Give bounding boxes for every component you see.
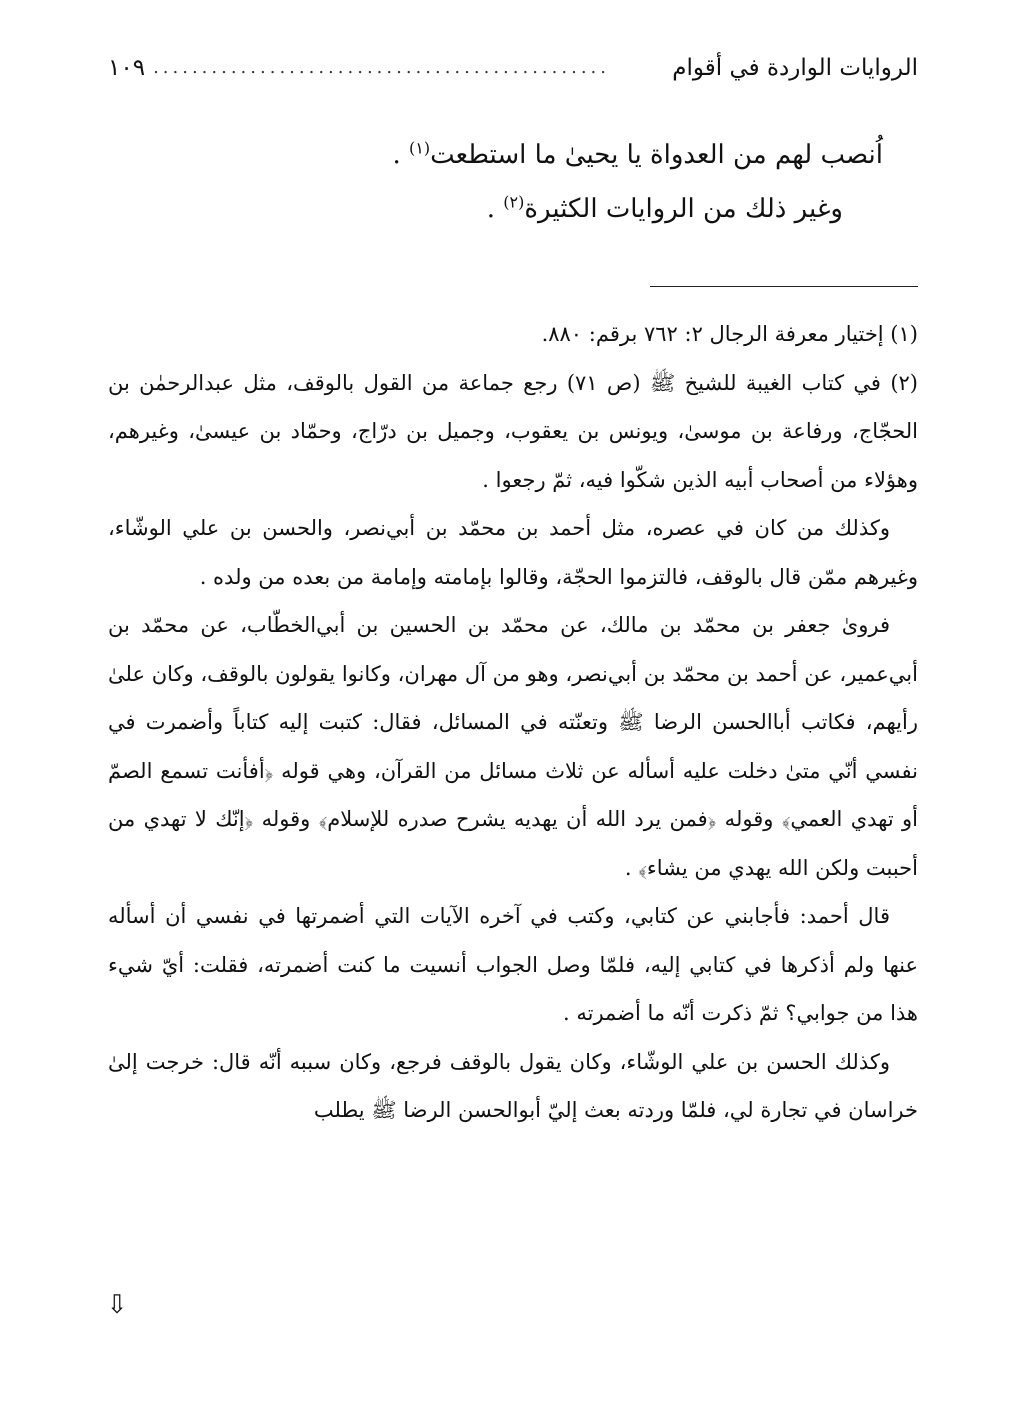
main-text — [183, 128, 883, 236]
footnote-1: (١) إختيار معرفة الرجال ٢: ٧٦٢ برقم: ٨٨٠. — [541, 322, 918, 346]
main-line-2 — [183, 182, 883, 236]
header-leader-dots: ............................................... — [153, 57, 610, 78]
main-line-1-end: . — [392, 140, 410, 170]
main-line-2-end: . — [486, 194, 504, 224]
page-number: ١٠٩ — [108, 55, 146, 81]
footnote-ref-1: (١) — [409, 138, 431, 158]
running-header — [108, 48, 918, 88]
footnote-paragraph-3: قال أحمد: فأجابني عن كتابي، وكتب في آخره الآيات التي أضمرتها في نفسي أن أسأله عنها ولم أذكرها في كتابي إليه، فلمّا وصل الجواب أنسيت ما كنت أضمرته، فقلت: أيّ شيء هذا من جوابي؟ ثمّ ذكرت أنّه ما أضمرته . — [108, 904, 918, 1025]
footnote-paragraph-4: وكذلك الحسن بن علي الوشّاء، وكان يقول بالوقف فرجع، وكان سببه أنّه قال: خرجت إلىٰ خراسان في تجارة لي، فلمّا وردته بعث إليّ أبوالحسن الرضا ﷺ يطلب — [108, 1049, 918, 1122]
footnote-2: (٢) في كتاب الغيبة للشيخ ﷺ (ص ٧١) رجع جماعة من القول بالوقف، مثل عبدالرحمٰن بن الحجّاج، ورفاعة بن موسىٰ، ويونس بن يعقوب، وجميل بن درّاج، وحمّاد بن عيسىٰ، وغيرهم، وهؤلاء من أصحاب أبيه الذين شكّوا فيه، ثمّ رجعوا . — [108, 370, 918, 492]
main-line-2-text: وغير ذلك من الروايات الكثيرة — [524, 194, 843, 224]
footnote-separator — [650, 286, 918, 287]
footnote-ref-2: (٢) — [503, 192, 525, 212]
footnotes — [108, 310, 918, 1135]
header-title: الروايات الواردة في أقوام — [672, 55, 918, 81]
footnote-paragraph-1: وكذلك من كان في عصره، مثل أحمد بن محمّد بن أبي‌نصر، والحسن بن علي الوشّاء، وغيرهم ممّن قال بالوقف، فالتزموا الحجّة، وقالوا بإمامته وإمامة من بعده من ولده . — [108, 516, 918, 589]
continue-arrow-icon: ⇩ — [106, 1290, 128, 1320]
main-line-1 — [183, 128, 883, 182]
footnote-paragraph-2: فروىٰ جعفر بن محمّد بن مالك، عن محمّد بن الحسين بن أبي‌الخطّاب، عن محمّد بن أبي‌عمير، عن أحمد بن محمّد بن أبي‌نصر، وهو من آل مهران، وكانوا يقولون بالوقف، وكان علىٰ رأيهم، فكاتب أباالحسن الرضا ﷺ وتعنّته في المسائل، فقال: كتبت إليه كتاباً وأضمرت في نفسي أنّي متىٰ دخلت عليه أسأله عن ثلاث مسائل من القرآن، وهي قوله ﴿أفأنت تسمع الصمّ أو تهدي العمي﴾ وقوله ﴿فمن يرد الله أن يهديه يشرح صدره للإسلام﴾ وقوله ﴿إنّك لا تهدي من أحببت ولكن الله يهدي من يشاء﴾ . — [108, 613, 918, 880]
main-line-1-text: اُنصب لهم من العدواة يا يحيىٰ ما استطعت — [430, 140, 883, 170]
